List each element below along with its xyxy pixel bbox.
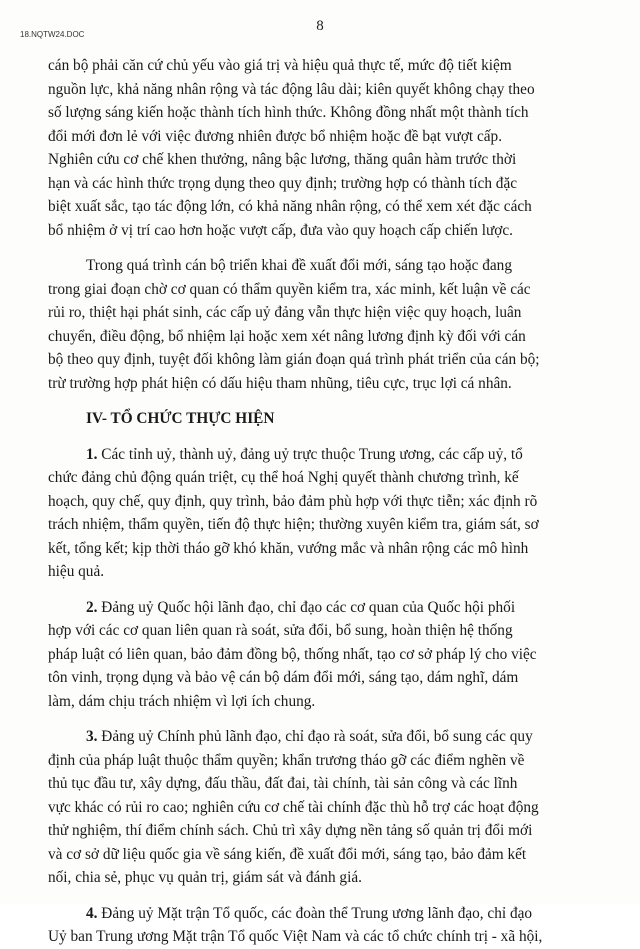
text-line: hoạch, quy chế, quy định, quy trình, bảo đảm phù hợp với thực tiễn; xác định rõ [48,492,538,510]
text-line: cán bộ phải căn cứ chủ yếu vào giá trị và hiệu quả thực tế, mức độ tiết kiệm [48,57,512,74]
text-line: kết, tổng kết; kịp thời tháo gỡ khó khăn, vướng mắc và nhân rộng các mô hình [48,539,529,557]
item-number: 3. [86,728,98,745]
text-line: chuyển, điều động, bổ nhiệm lại hoặc xem xét nâng lương định kỳ đối với cán [48,327,526,345]
text-line: thử nghiệm, thí điểm chính sách. Chủ trì xây dựng nền tảng số quản trị đổi mới [48,822,533,839]
text-line: pháp luật có liên quan, bảo đảm đồng bộ, thống nhất, tạo cơ sở pháp lý cho việc [48,645,537,663]
text-line: 2. Đảng uỷ Quốc hội lãnh đạo, chỉ đạo các cơ quan của Quốc hội phối [86,598,516,616]
text-line: Uỷ ban Trung ương Mặt trận Tổ quốc Việt Nam và các tổ chức chính trị - xã hội, [48,928,543,945]
list-item [48,725,606,890]
text-line: trong giai đoạn chờ cơ quan có thẩm quyền kiểm tra, xác minh, kết luận về các [48,280,531,298]
document-body [48,54,606,949]
list-item [48,443,606,584]
text-line: trừ trường hợp phát hiện có dấu hiệu tham nhũng, tiêu cực, trục lợi cá nhân. [48,374,512,392]
item-number: 2. [86,598,98,616]
text-line: nối, chia sẻ, phục vụ quản trị, giám sát và đánh giá. [48,869,362,886]
item-number: 4. [86,904,98,922]
page-number: 8 [316,18,324,34]
text-line: rủi ro, thiệt hại phát sinh, các cấp uỷ đảng vẫn thực hiện việc quy hoạch, luân [48,304,522,321]
text-line: chức đảng chủ động quán triệt, cụ thể hoá Nghị quyết thành chương trình, kế [48,469,519,486]
text-line: vực khác có rủi ro cao; nghiên cứu cơ chế tài chính đặc thù hỗ trợ các hoạt động [48,798,539,816]
text-line: hợp với các cơ quan liên quan rà soát, sửa đổi, bổ sung, hoàn thiện hệ thống [48,622,513,639]
item-number: 1. [86,445,98,463]
text-line: 4. Đảng uỷ Mặt trận Tổ quốc, các đoàn thể Trung ương lãnh đạo, chỉ đạo [86,904,533,922]
list-item [48,902,606,949]
text-line: tôn vinh, trọng dụng và bảo vệ cán bộ dám đổi mới, sáng tạo, dám nghĩ, dám [48,669,519,686]
list-item [48,596,606,714]
text-line: Trong quá trình cán bộ triển khai đề xuất đổi mới, sáng tạo hoặc đang [86,257,512,274]
text-line: bổ nhiệm ở vị trí cao hơn hoặc vượt cấp, đưa vào quy hoạch cấp chiến lược. [48,221,514,239]
text-line: hạn và các hình thức trọng dụng theo quy định; trường hợp có thành tích đặc [48,174,518,192]
text-line: số lượng sáng kiến hoặc thành tích hình thức. Không đồng nhất một thành tích [48,104,529,121]
paragraph [48,254,606,395]
section-heading: IV- TỔ CHỨC THỰC HIỆN [86,410,275,427]
text-line: thủ tục đầu tư, xây dựng, đấu thầu, đất đai, tài chính, tài sản công và các lĩnh [48,775,518,792]
text-line: định của pháp luật thuộc thẩm quyền; khẩn trương tháo gỡ các điểm nghẽn về [48,751,525,769]
text-line: đổi mới đơn lẻ với việc đương nhiên được bổ nhiệm hoặc đề bạt vượt cấp. [48,127,503,145]
text-line: trách nhiệm, thẩm quyền, tiến độ thực hiện; thường xuyên kiểm tra, giám sát, sơ [48,516,539,533]
paragraph [48,54,606,242]
text-line: và cơ sở dữ liệu quốc gia về sáng kiến, đề xuất đổi mới, sáng tạo, bảo đảm kết [48,845,527,863]
text-line: biệt xuất sắc, tạo tác động lớn, có khả năng nhân rộng, có thể xem xét đặc cách [48,198,532,215]
text-line: 1. Các tỉnh uỷ, thành uỷ, đảng uỷ trực thuộc Trung ương, các cấp uỷ, tổ [86,445,523,463]
text-line: Nghiên cứu cơ chế khen thưởng, nâng bậc lương, thăng quân hàm trước thời [48,151,517,168]
document-id: 18.NQTW24.DOC [20,30,85,39]
text-line: 3. Đảng uỷ Chính phủ lãnh đạo, chỉ đạo rà soát, sửa đổi, bổ sung các quy [86,728,533,745]
text-line: hiệu quả. [48,563,105,580]
text-line: làm, dám chịu trách nhiệm vì lợi ích chung. [48,692,316,710]
text-line: bộ theo quy định, tuyệt đối không làm gián đoạn quá trình phát triển của cán bộ; [48,351,540,368]
text-line: nguồn lực, khả năng nhân rộng và tác động lâu dài; kiên quyết không chạy theo [48,80,535,98]
